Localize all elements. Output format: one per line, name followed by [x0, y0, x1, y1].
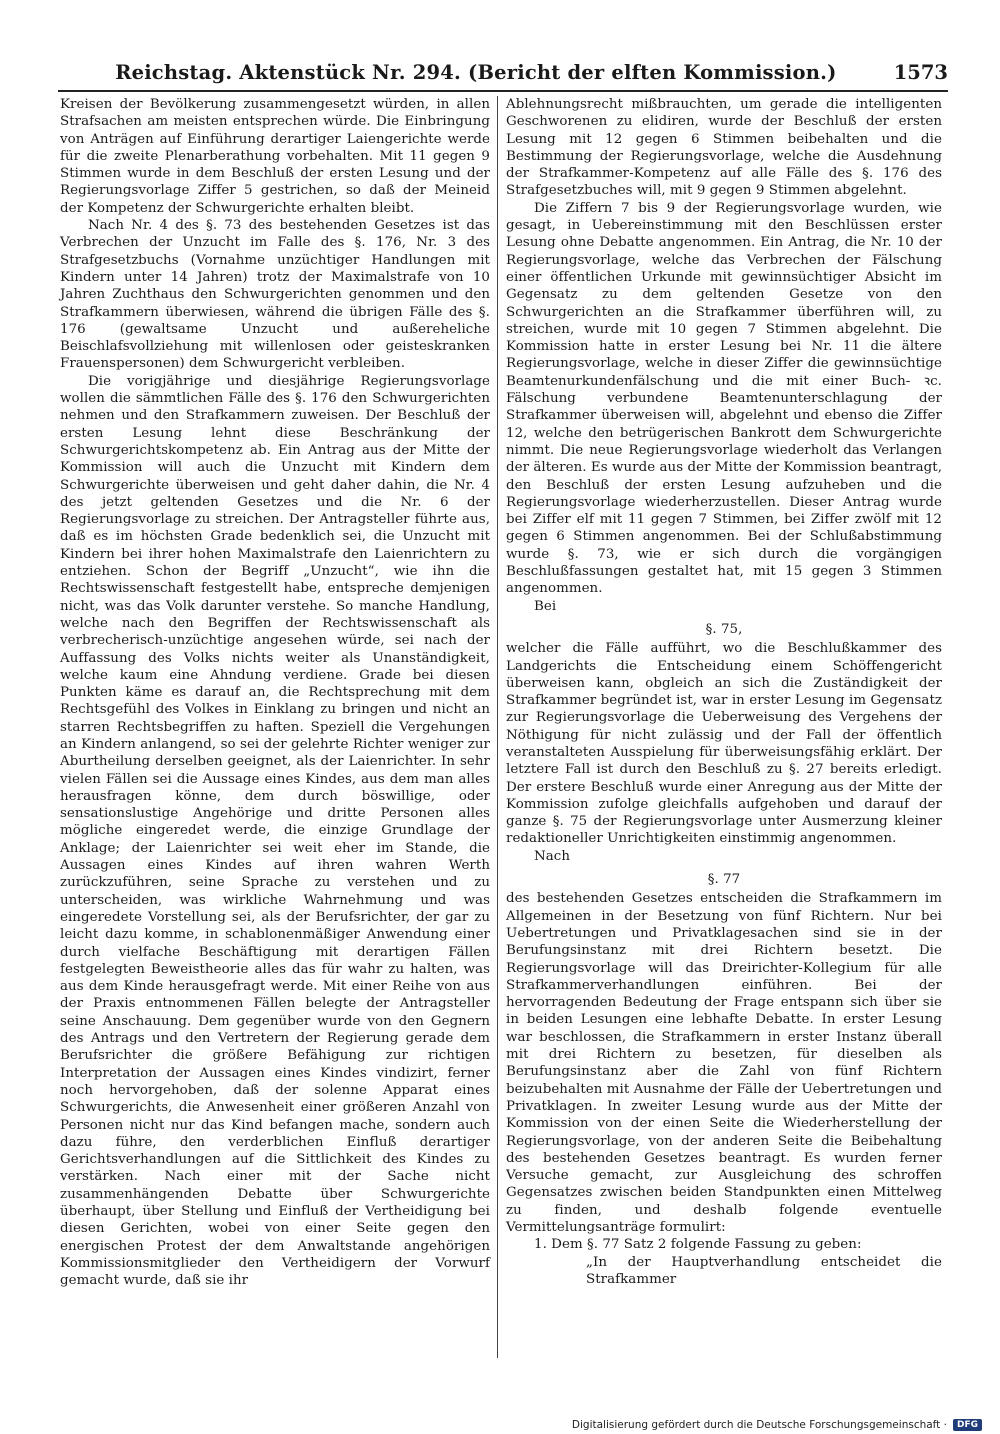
running-title: Reichstag. Aktenstück Nr. 294. (Bericht der elften Kommission.)	[115, 61, 837, 84]
paragraph-lead: Bei	[534, 598, 557, 614]
paragraph: welcher die Fälle aufführt, wo die Beschlußkammer des Landgerichts die Entscheidung einem Schöffengericht überweisen kann, obgleich an sich die Zuständigkeit der Strafkammer begründet ist, war in erster Lesung im Gegensatz zur Regierungsvorlage die Ueberweisung des Vergehens der Nöthigung für nicht zulässig und der Fall der öffentlich veranstalteten Ausspielung für überweisungsfähig erklärt. Der letztere Fall ist durch den Beschluß zu §. 27 bereits erledigt. Der erstere Beschluß wurde einer Anregung aus der Mitte der Kommission zufolge gleichfalls aufgehoben und darauf der ganze §. 75 der Regierungsvorlage unter Ausmerzung kleiner redaktioneller Unrichtigkeiten einstimmig angenommen.	[506, 641, 942, 847]
paragraph-lead: Nach	[534, 848, 571, 864]
paragraph: Nach Nr. 4 des §. 73 des bestehenden Gesetzes ist das Verbrechen der Unzucht im Falle des §. 176, Nr. 3 des Strafgesetzbuchs (Vornahme unzüchtiger Handlungen mit Kindern unter 14 Jahren) trotz der Maximalstrafe von 10 Jahren Zuchthaus den Schwurgerichten genommen und den Strafkammern überwiesen, während die übrigen Fälle des §. 176 (gewaltsame Unzucht und außereheliche Beischlafsvollziehung mit willenlosen oder geisteskranken Frauenspersonen) dem Schwurgericht verbleiben.	[60, 218, 490, 372]
paragraph: Die vorigjährige und diesjährige Regierungsvorlage wollen die sämmtlichen Fälle des §. 176 den Schwurgerichten nehmen und den Strafkammern zuweisen. Der Beschluß der ersten Lesung lehnt diese Beschränkung der Schwurgerichtskompetenz ab. Ein Antrag aus der Mitte der Kommission will auch die Unzucht mit Kindern dem Schwurgerichte überweisen und geht daher dahin, die Nr. 4 des jetzt geltenden Gesetzes und die Nr. 6 der Regierungsvorlage zu streichen. Der Antragsteller führte aus, daß es im höchsten Grade bedenklich sei, die Unzucht mit Kindern bei ihrer hohen Maximalstrafe den Laienrichtern zu entziehen. Schon der Begriff „Unzucht“, wie ihn die Rechtswissenschaft festgestellt habe, entspreche demjenigen nicht, was das Volk darunter verstehe. So manche Handlung, welche nach den Begriffen der Rechtswissenschaft als verbrecherisch-unzüchtige angesehen würde, sei nach der Auffassung des Volks nichts weiter als Unanständigkeit, welche kaum eine Ahndung verdiene. Grade bei diesen Punkten käme es darauf an, die Rechtsprechung mit dem Rechtsgefühl des Volkes in Einklang zu bringen und nicht an starren Rechtsbegriffen zu haften. Speziell die Vergehungen an Kindern anlangend, so sei der gelehrte Richter weniger zur Aburtheilung derselben geeignet, als der Laienrichter. In sehr vielen Fällen sei die Aussage eines Kindes, aus dem man alles herausfragen könne, dem durch böswillige, oder sensationslustige Angehörige und dritte Personen alles mögliche eingeredet werde, die einzige Grundlage der Anklage; der Laienrichter sei weit eher im Stande, die Aussagen eines Kindes auf ihren wahren Werth zurückzuführen, seine Sprache zu verstehen und zu unterscheiden, was wirkliche Wahrnehmung und was eingeredete Vorstellung sei, als der Berufsrichter, der gar zu leicht dazu komme, in schablonenmäßiger Anwendung einer durch vielfache Beschäftigung mit derartigen Fällen festgelegten Beweistheorie alles das für wahr zu halten, was aus dem Kinde herausgefragt werde. Mit einer Reihe von aus der Praxis entnommenen Fällen belegte der Antragsteller seine Anschauung. Dem gegenüber wurde von den Gegnern des Antrags und den Vertretern der Regierung gerade dem Berufsrichter die größere Befähigung zur richtigen Interpretation der Aussagen eines Kindes vindizirt, ferner noch hervorgehoben, daß der solenne Apparat eines Schwurgerichts, die Anwesenheit einer größeren Anzahl von Personen nicht nur das Kind befangen mache, sondern auch dazu führe, den verderblichen Einfluß derartiger Gerichtsverhandlungen auf die Sittlichkeit des Kindes zu verstärken. Nach einer mit der Sache nicht zusammenhängenden Debatte über Schwurgerichte überhaupt, über Stellung und Einfluß der Vertheidigung bei diesen Gerichten, wobei von einer Seite gegen den energischen Protest der dem Anwaltstande angehörigen Kommissionsmitglieder den Vertheidigern der Vorwurf gemacht wurde, daß sie ihr	[60, 373, 490, 1289]
page-header	[58, 56, 948, 92]
digitization-footer	[572, 1418, 982, 1432]
dfg-logo: DFG	[953, 1419, 982, 1431]
section-heading: §. 75,	[705, 621, 743, 637]
section-heading: §. 77	[707, 872, 741, 888]
left-column	[60, 96, 490, 1289]
paragraph: Die Ziffern 7 bis 9 der Regierungsvorlage wurden, wie gesagt, in Uebereinstimmung mit den Beschlüssen erster Lesung ohne Debatte angenommen. Ein Antrag, die Nr. 10 der Regierungsvorlage, welche das Verbrechen der Fälschung einer öffentlichen Urkunde mit gewinnsüchtiger Absicht im Gegensatz zu dem geltenden Gesetze von den Schwurgerichten an die Strafkammer überführen will, zu streichen, wurde mit 10 gegen 7 Stimmen abgelehnt. Die Kommission hatte in erster Lesung bei Nr. 11 die ältere Regierungsvorlage, welche in dieser Ziffer die gewinnsüchtige Beamtenurkundenfälschung und die mit einer Buch- ꝛc. Fälschung verbundene Beamtenunterschlagung der Strafkammer überweisen will, abgelehnt und ebenso die Ziffer 12, welche den betrügerischen Bankrott dem Schwurgerichte nimmt. Die neue Regierungsvorlage wiederholt das Verlangen der älteren. Es wurde aus der Mitte der Kommission beantragt, den Beschluß der ersten Lesung aufzuheben und die Regierungsvorlage wiederherzustellen. Dieser Antrag wurde bei Ziffer elf mit 11 gegen 7 Stimmen, bei Ziffer zwölf mit 12 gegen 6 Stimmen angenommen. Bei der Schlußabstimmung wurde §. 73, wie er sich durch die vorgängigen Beschlußfassungen gestaltet hat, mit 15 gegen 3 Stimmen angenommen.	[506, 200, 942, 597]
page-number: 1573	[893, 61, 948, 84]
paragraph: Kreisen der Bevölkerung zusammengesetzt würden, in allen Strafsachen am meisten entsprechen würde. Die Einbringung von Anträgen auf Einführung derartiger Laiengerichte werde für die zweite Plenarberathung vorbehalten. Mit 11 gegen 9 Stimmen wurde in dem Beschluß der ersten Lesung und der Regierungsvorlage Ziffer 5 gestrichen, so daß der Meineid der Kompetenz der Schwurgerichte erhalten bleibt.	[60, 97, 490, 216]
quotation: „In der Hauptverhandlung entscheidet die Strafkammer	[586, 1254, 942, 1287]
paragraph: Ablehnungsrecht mißbrauchten, um gerade die intelligenten Geschworenen zu elidiren, wurde der Beschluß der ersten Lesung mit 12 gegen 6 Stimmen beibehalten und die Bestimmung der Regierungsvorlage, welche die Ausdehnung der Strafkammer-Kompetenz auf alle Fälle des §. 176 des Strafgesetzbuches will, mit 9 gegen 9 Stimmen abgelehnt.	[506, 97, 942, 199]
list-item: 1. Dem §. 77 Satz 2 folgende Fassung zu geben:	[534, 1237, 862, 1253]
paragraph: des bestehenden Gesetzes entscheiden die Strafkammern im Allgemeinen in der Besetzung von fünf Richtern. Nur bei Uebertretungen und Privatklagesachen sind sie in der Berufungsinstanz mit drei Richtern besetzt. Die Regierungsvorlage will das Dreirichter-Kollegium für alle Strafkammerverhandlungen einführen. Bei der hervorragenden Bedeutung der Frage entspann sich über sie in beiden Lesungen eine lebhafte Debatte. In erster Lesung war beschlossen, die Strafkammern in erster Instanz überall mit drei Richtern zu besetzen, für dieselben als Berufungsinstanz aber die Zahl von fünf Richtern beizubehalten mit Ausnahme der Fälle der Uebertretungen und Privatklagen. In zweiter Lesung wurde aus der Mitte der Kommission von der einen Seite die Wiederherstellung der Regierungsvorlage, von der anderen Seite die Beibehaltung des bestehenden Gesetzes beantragt. Es wurden ferner Versuche gemacht, zur Ausgleichung des schroffen Gegensatzes zwischen beiden Standpunkten einen Mittelweg zu finden, und deshalb folgende eventuelle Vermittelungsanträge formulirt:	[506, 891, 942, 1235]
footer-text: Digitalisierung gefördert durch die Deutsche Forschungsgemeinschaft ·	[571, 1419, 947, 1431]
right-column	[506, 96, 942, 1288]
column-divider	[497, 96, 498, 1358]
